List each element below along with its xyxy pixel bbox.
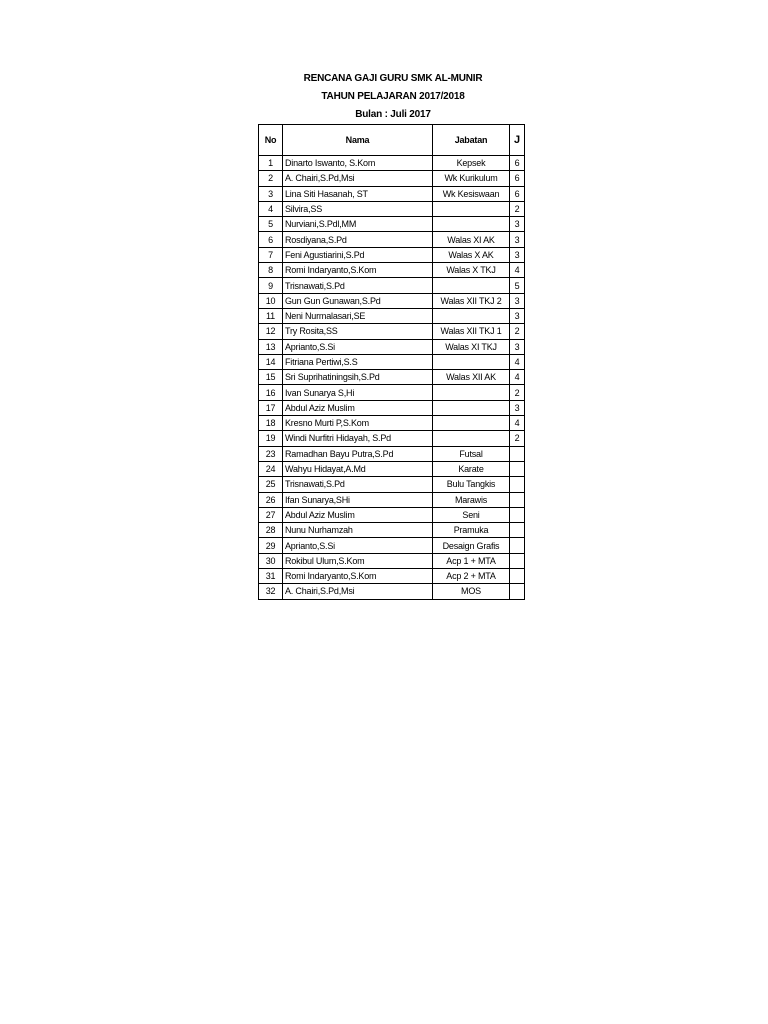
cell-jam	[510, 569, 525, 584]
cell-jabatan: Wk Kesiswaan	[433, 186, 510, 201]
table-row	[259, 584, 525, 599]
cell-no: 17	[259, 400, 283, 415]
cell-no: 1	[259, 156, 283, 171]
cell-jam: 5	[510, 278, 525, 293]
cell-jam: 6	[510, 186, 525, 201]
cell-nama: A. Chairi,S.Pd,Msi	[283, 171, 433, 186]
cell-nama: Kresno Murti P,S.Kom	[283, 416, 433, 431]
cell-jabatan: Pramuka	[433, 523, 510, 538]
cell-jabatan	[433, 278, 510, 293]
cell-nama: Ivan Sunarya S,Hi	[283, 385, 433, 400]
cell-no: 8	[259, 263, 283, 278]
cell-nama: Fitriana Pertiwi,S.S	[283, 354, 433, 369]
document-title	[258, 70, 528, 124]
cell-nama: Windi Nurfitri Hidayah, S.Pd	[283, 431, 433, 446]
cell-jabatan: Acp 2 + MTA	[433, 569, 510, 584]
cell-jam: 3	[510, 400, 525, 415]
cell-nama: Rosdiyana,S.Pd	[283, 232, 433, 247]
table-row	[259, 324, 525, 339]
cell-jam: 3	[510, 232, 525, 247]
table-row	[259, 217, 525, 232]
cell-jam: 3	[510, 217, 525, 232]
cell-jam: 3	[510, 339, 525, 354]
cell-no: 31	[259, 569, 283, 584]
cell-jabatan	[433, 308, 510, 323]
cell-no: 3	[259, 186, 283, 201]
table-row	[259, 461, 525, 476]
table-row	[259, 446, 525, 461]
cell-nama: Abdul Aziz Muslim	[283, 400, 433, 415]
table-row	[259, 523, 525, 538]
cell-jabatan: Karate	[433, 461, 510, 476]
cell-nama: Romi Indaryanto,S.Kom	[283, 263, 433, 278]
cell-jabatan: Walas XII AK	[433, 370, 510, 385]
table-row	[259, 569, 525, 584]
cell-jabatan	[433, 201, 510, 216]
cell-no: 29	[259, 538, 283, 553]
cell-no: 14	[259, 354, 283, 369]
cell-no: 26	[259, 492, 283, 507]
table-row	[259, 247, 525, 262]
table-row	[259, 171, 525, 186]
cell-jam	[510, 584, 525, 599]
cell-no: 30	[259, 553, 283, 568]
cell-jabatan	[433, 431, 510, 446]
cell-no: 24	[259, 461, 283, 476]
table-row	[259, 278, 525, 293]
cell-jam	[510, 492, 525, 507]
cell-jam: 2	[510, 324, 525, 339]
cell-jabatan: Futsal	[433, 446, 510, 461]
title-line-1: RENCANA GAJI GURU SMK AL-MUNIR	[303, 73, 483, 84]
cell-jam	[510, 538, 525, 553]
cell-nama: Nurviani,S.Pdl,MM	[283, 217, 433, 232]
cell-no: 4	[259, 201, 283, 216]
table-header-row	[259, 125, 525, 156]
cell-nama: Ramadhan Bayu Putra,S.Pd	[283, 446, 433, 461]
cell-jam: 4	[510, 416, 525, 431]
cell-jam: 4	[510, 354, 525, 369]
table-row	[259, 431, 525, 446]
cell-no: 28	[259, 523, 283, 538]
cell-jabatan: Kepsek	[433, 156, 510, 171]
cell-jam: 3	[510, 293, 525, 308]
cell-jam: 6	[510, 171, 525, 186]
cell-jam	[510, 461, 525, 476]
cell-jabatan	[433, 354, 510, 369]
cell-nama: Try Rosita,SS	[283, 324, 433, 339]
cell-jam	[510, 446, 525, 461]
table-row	[259, 201, 525, 216]
table-row	[259, 507, 525, 522]
cell-jam: 4	[510, 370, 525, 385]
cell-jam	[510, 553, 525, 568]
cell-jam: 2	[510, 431, 525, 446]
cell-jabatan: Walas XI AK	[433, 232, 510, 247]
cell-jabatan: Desaign Grafis	[433, 538, 510, 553]
cell-jabatan: Walas X AK	[433, 247, 510, 262]
cell-nama: Sri Suprihatiningsih,S.Pd	[283, 370, 433, 385]
table-row	[259, 370, 525, 385]
cell-no: 25	[259, 477, 283, 492]
cell-nama: Lina Siti Hasanah, ST	[283, 186, 433, 201]
cell-nama: Neni Nurmalasari,SE	[283, 308, 433, 323]
cell-jabatan	[433, 416, 510, 431]
cell-jabatan: Walas XII TKJ 2	[433, 293, 510, 308]
cell-jabatan	[433, 400, 510, 415]
cell-nama: Aprianto,S.Si	[283, 538, 433, 553]
table-row	[259, 492, 525, 507]
cell-jam: 3	[510, 308, 525, 323]
table-row	[259, 308, 525, 323]
cell-nama: A. Chairi,S.Pd,Msi	[283, 584, 433, 599]
title-line-2: TAHUN PELAJARAN 2017/2018	[321, 91, 465, 102]
cell-jabatan	[433, 217, 510, 232]
cell-no: 5	[259, 217, 283, 232]
cell-jabatan: Marawis	[433, 492, 510, 507]
cell-nama: Nunu Nurhamzah	[283, 523, 433, 538]
header-jabatan: Jabatan	[433, 125, 510, 156]
table-row	[259, 263, 525, 278]
table-row	[259, 293, 525, 308]
cell-no: 11	[259, 308, 283, 323]
cell-nama: Rokibul Ulum,S.Kom	[283, 553, 433, 568]
header-no: No	[259, 125, 283, 156]
cell-jam	[510, 523, 525, 538]
cell-jam: 6	[510, 156, 525, 171]
cell-no: 15	[259, 370, 283, 385]
table-body	[259, 156, 525, 600]
cell-jam	[510, 507, 525, 522]
cell-nama: Romi Indaryanto,S.Kom	[283, 569, 433, 584]
cell-jabatan: Acp 1 + MTA	[433, 553, 510, 568]
cell-no: 2	[259, 171, 283, 186]
cell-jabatan: Walas XI TKJ	[433, 339, 510, 354]
table-row	[259, 232, 525, 247]
table-row	[259, 385, 525, 400]
cell-nama: Gun Gun Gunawan,S.Pd	[283, 293, 433, 308]
cell-no: 6	[259, 232, 283, 247]
cell-nama: Wahyu Hidayat,A.Md	[283, 461, 433, 476]
cell-nama: Ifan Sunarya,SHi	[283, 492, 433, 507]
cell-nama: Aprianto,S.Si	[283, 339, 433, 354]
cell-jabatan	[433, 385, 510, 400]
salary-table	[258, 124, 525, 600]
cell-no: 7	[259, 247, 283, 262]
cell-no: 12	[259, 324, 283, 339]
cell-jam: 2	[510, 385, 525, 400]
table-row	[259, 186, 525, 201]
cell-no: 13	[259, 339, 283, 354]
cell-jam	[510, 477, 525, 492]
cell-nama: Trisnawati,S.Pd	[283, 278, 433, 293]
table-row	[259, 156, 525, 171]
title-line-3: Bulan : Juli 2017	[355, 109, 431, 120]
cell-nama: Abdul Aziz Muslim	[283, 507, 433, 522]
cell-jam: 4	[510, 263, 525, 278]
header-jam: J	[510, 125, 525, 156]
cell-jam: 2	[510, 201, 525, 216]
cell-nama: Dinarto Iswanto, S.Kom	[283, 156, 433, 171]
table-row	[259, 354, 525, 369]
cell-nama: Trisnawati,S.Pd	[283, 477, 433, 492]
cell-no: 16	[259, 385, 283, 400]
table-row	[259, 477, 525, 492]
cell-jabatan: Walas X TKJ	[433, 263, 510, 278]
cell-no: 32	[259, 584, 283, 599]
cell-no: 23	[259, 446, 283, 461]
cell-jabatan: Walas XII TKJ 1	[433, 324, 510, 339]
cell-jabatan: Seni	[433, 507, 510, 522]
cell-no: 18	[259, 416, 283, 431]
table-row	[259, 538, 525, 553]
table-row	[259, 553, 525, 568]
cell-nama: Feni Agustiarini,S.Pd	[283, 247, 433, 262]
table-row	[259, 400, 525, 415]
header-nama: Nama	[283, 125, 433, 156]
cell-no: 19	[259, 431, 283, 446]
cell-no: 9	[259, 278, 283, 293]
cell-jabatan: Bulu Tangkis	[433, 477, 510, 492]
table-row	[259, 416, 525, 431]
cell-nama: Silvira,SS	[283, 201, 433, 216]
table-row	[259, 339, 525, 354]
cell-no: 27	[259, 507, 283, 522]
cell-jabatan: Wk Kurikulum	[433, 171, 510, 186]
cell-jabatan: MOS	[433, 584, 510, 599]
cell-no: 10	[259, 293, 283, 308]
cell-jam: 3	[510, 247, 525, 262]
